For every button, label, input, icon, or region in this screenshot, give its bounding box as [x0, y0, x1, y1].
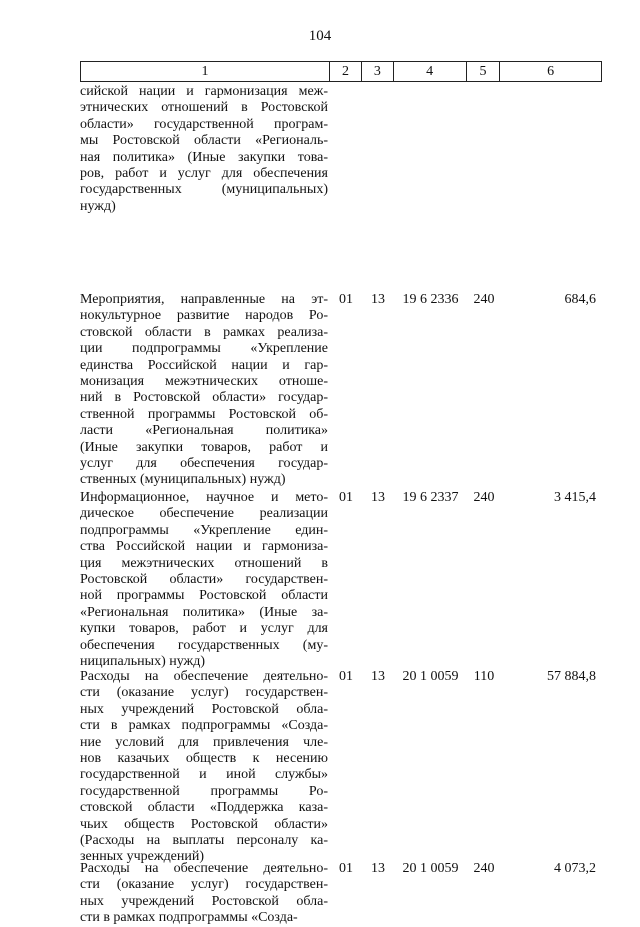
- description-line: сийской нации и гармонизация меж-: [80, 84, 328, 99]
- cell-c4: [394, 84, 467, 215]
- header-col-1: 1: [81, 62, 330, 81]
- description-line: нов казачьих обществ к несению: [80, 751, 328, 767]
- header-col-2: 2: [330, 62, 362, 81]
- description-line: купки товаров, работ и услуг для: [80, 621, 328, 637]
- description-line: Ростовской области» государствен-: [80, 572, 328, 588]
- table-row: [80, 669, 602, 866]
- description-line: монизация межэтнических отноше-: [80, 374, 328, 390]
- table-row: [80, 861, 602, 927]
- cell-c5: 240: [473, 490, 495, 505]
- description-line: ция межэтнических отношений в: [80, 555, 328, 571]
- description-line: этнических отношений в Ростовской: [80, 100, 328, 116]
- description-line: подпрограммы «Укрепление един-: [80, 522, 328, 538]
- description-line: ных учреждений Ростовской обла-: [80, 701, 328, 717]
- cell-c6: 57 884,8: [547, 669, 596, 684]
- header-col-4: 4: [394, 62, 467, 81]
- description-line: нокультурное развитие народов Ро-: [80, 308, 328, 324]
- table-row: [80, 490, 602, 670]
- description-line: ниципальных) нужд): [80, 654, 205, 670]
- description-line: ственных (муниципальных) нужд): [80, 472, 286, 488]
- description-line: государственных (муниципальных): [80, 182, 328, 198]
- description-line: нужд): [80, 198, 116, 214]
- cell-c3: 13: [371, 669, 385, 684]
- description-line: сти в рамках подпрограммы «Созда-: [80, 718, 328, 734]
- cell-c2: [330, 84, 362, 215]
- cell-c3: 13: [371, 861, 385, 876]
- description-line: чьих обществ Ростовской области»: [80, 816, 328, 832]
- description-line: ных учреждений Ростовской обла-: [80, 893, 328, 909]
- description-line: государственной и иной службы»: [80, 767, 328, 783]
- cell-c2: 01: [339, 490, 353, 505]
- row-description: [80, 669, 330, 866]
- table-row: [80, 292, 602, 489]
- description-line: Мероприятия, направленные на эт-: [80, 292, 328, 307]
- description-line: сти (оказание услуг) государствен-: [80, 877, 328, 893]
- cell-c3: 13: [371, 490, 385, 505]
- description-line: обеспечения государственных (му-: [80, 637, 328, 653]
- cell-c6: 4 073,2: [554, 861, 596, 876]
- description-line: единства Российской нации и гар-: [80, 357, 328, 373]
- cell-c4: 19 6 2337: [402, 490, 459, 505]
- description-line: зенных учреждений): [80, 849, 205, 865]
- header-col-3: 3: [362, 62, 394, 81]
- description-line: области» государственной програм-: [80, 116, 328, 132]
- description-line: ная политика» (Иные закупки това-: [80, 149, 328, 165]
- description-line: ства Российской нации и гармониза-: [80, 539, 328, 555]
- cell-c6: 3 415,4: [554, 490, 596, 505]
- cell-c4: 20 1 0059: [402, 669, 459, 684]
- cell-c5: [467, 84, 501, 215]
- description-line: стовской области в рамках реализа-: [80, 324, 328, 340]
- description-line: Расходы на обеспечение деятельно-: [80, 669, 328, 684]
- cell-c2: 01: [339, 669, 353, 684]
- header-col-5: 5: [467, 62, 501, 81]
- description-line: ственной программы Ростовской об-: [80, 406, 328, 422]
- description-line: ласти «Региональная политика»: [80, 423, 328, 439]
- description-line: ние условий для привлечения чле-: [80, 734, 328, 750]
- description-line: сти (оказание услуг) государствен-: [80, 685, 328, 701]
- row-description: [80, 861, 330, 927]
- cell-c4: 19 6 2336: [402, 292, 459, 307]
- cell-c2: 01: [339, 861, 353, 876]
- description-line: Информационное, научное и мето-: [80, 490, 328, 505]
- description-line: Расходы на обеспечение деятельно-: [80, 861, 328, 876]
- description-line: ной программы Ростовской области: [80, 588, 328, 604]
- cell-c3: [362, 84, 394, 215]
- row-description: [80, 490, 330, 670]
- cell-c5: 240: [473, 861, 495, 876]
- page-number: 104: [308, 28, 332, 44]
- cell-c6: [501, 84, 602, 215]
- description-line: мы Ростовской области «Региональ-: [80, 133, 328, 149]
- description-line: услуг для обеспечения государ-: [80, 456, 328, 472]
- table-header: [80, 61, 602, 82]
- cell-c6: 684,6: [564, 292, 596, 307]
- row-description: [80, 84, 330, 215]
- header-col-6: 6: [547, 63, 555, 79]
- description-line: ний в Ростовской области» государ-: [80, 390, 328, 406]
- description-line: государственной программы Ро-: [80, 783, 328, 799]
- cell-c2: 01: [339, 292, 353, 307]
- description-line: ции подпрограммы «Укрепление: [80, 341, 328, 357]
- description-line: стовской области «Поддержка каза-: [80, 800, 328, 816]
- cell-c3: 13: [371, 292, 385, 307]
- cell-c5: 110: [473, 669, 495, 684]
- description-line: дическое обеспечение реализации: [80, 506, 328, 522]
- description-line: сти в рамках подпрограммы «Созда-: [80, 910, 298, 926]
- row-description: [80, 292, 330, 489]
- cell-c4: 20 1 0059: [402, 861, 459, 876]
- table-row: [80, 84, 602, 215]
- description-line: (Иные закупки товаров, работ и: [80, 439, 328, 455]
- description-line: ров, работ и услуг для обеспечения: [80, 166, 328, 182]
- description-line: (Расходы на выплаты персоналу ка-: [80, 833, 328, 849]
- description-line: «Региональная политика» (Иные за-: [80, 604, 328, 620]
- cell-c5: 240: [473, 292, 495, 307]
